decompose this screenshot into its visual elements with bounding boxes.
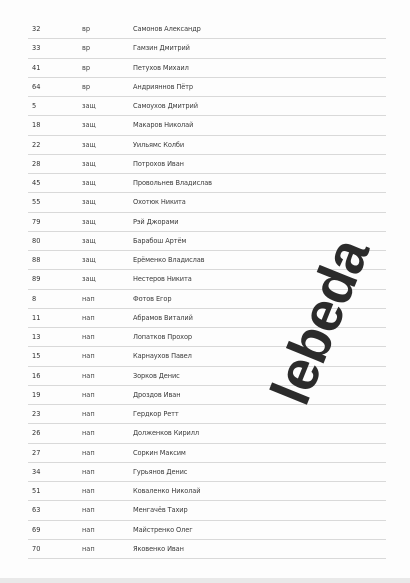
player-number: 45 [32,179,41,187]
player-name: Майстренко Олег [133,525,193,534]
roster-row [28,136,386,155]
player-number: 11 [32,313,41,322]
player-position: нап [82,544,95,553]
roster-row [28,482,386,501]
player-name: Долженков Кирилл [133,429,199,438]
roster-row [28,59,386,78]
player-number: 51 [32,487,41,495]
player-name: Рэй Джорами [133,217,179,226]
lebeda-watermark: lebeda [258,230,381,413]
player-number: 64 [32,82,41,91]
player-number: 63 [32,506,41,515]
player-number: 34 [32,467,41,476]
player-number: 22 [32,140,41,149]
player-name: Потрохов Иван [133,159,184,168]
player-position: защ [82,121,96,130]
player-position: нап [82,352,95,361]
player-number: 15 [32,352,41,361]
player-name: Соркин Максим [133,448,186,457]
player-position: нап [82,525,95,534]
player-name: Дроздов Иван [133,390,181,399]
player-number: 88 [32,256,41,264]
player-position: вр [82,44,91,53]
player-position: защ [82,198,96,207]
player-name: Яковенко Иван [133,544,184,553]
player-position: защ [82,275,96,284]
player-position: нап [82,313,95,322]
player-number: 32 [32,25,41,33]
roster-row [28,386,386,405]
roster-row [28,540,386,559]
roster-row [28,97,386,116]
player-position: нап [82,410,95,418]
player-name: Барабош Артём [133,236,187,245]
player-position: нап [82,333,95,341]
player-position: нап [82,371,95,380]
player-name: Провольнев Владислав [133,179,212,187]
player-number: 70 [32,544,41,553]
player-name: Менгачёв Тахир [133,506,188,515]
player-number: 5 [32,102,37,110]
player-position: нап [82,390,95,399]
player-name: Абрамов Виталий [133,313,193,322]
player-position: нап [82,448,95,457]
roster-row [28,174,386,193]
player-name: Гурьянов Денис [133,467,188,476]
player-position: нап [82,487,95,495]
player-name: Самонов Александр [133,25,201,33]
player-position: вр [82,82,91,91]
player-position: защ [82,217,96,226]
player-name: Охотюк Никита [133,198,186,207]
player-position: защ [82,140,96,149]
player-number: 18 [32,121,41,130]
player-number: 89 [32,275,41,284]
player-name: Самоухов Дмитрий [133,102,198,110]
player-number: 79 [32,217,41,226]
player-name: Макаров Николай [133,121,194,130]
player-position: защ [82,159,96,168]
player-number: 55 [32,198,41,207]
player-name: Лопатков Прохор [133,333,192,341]
player-number: 69 [32,525,41,534]
player-number: 27 [32,448,41,457]
roster-row [28,501,386,520]
player-number: 13 [32,333,41,341]
player-number: 41 [32,63,41,72]
player-position: защ [82,236,96,245]
player-number: 33 [32,44,41,53]
player-number: 16 [32,371,41,380]
player-position: нап [82,294,95,303]
player-number: 19 [32,390,41,399]
roster-row [28,155,386,174]
player-position: защ [82,256,96,264]
player-position: нап [82,467,95,476]
page-bottom-edge [0,578,410,583]
roster-row [28,405,386,424]
player-number: 8 [32,294,37,303]
roster-row [28,39,386,58]
player-number: 80 [32,236,41,245]
player-name: Фотов Егор [133,294,172,303]
roster-row [28,463,386,482]
roster-row [28,116,386,135]
roster-row [28,20,386,39]
player-name: Коваленко Николай [133,487,201,495]
player-name: Гердкор Ретт [133,410,179,418]
roster-row [28,424,386,443]
player-name: Уильямс Колби [133,140,185,149]
roster-row [28,521,386,540]
player-position: защ [82,179,96,187]
player-name: Нестеров Никита [133,275,192,284]
player-position: вр [82,25,91,33]
player-name: Андрияннов Пётр [133,82,193,91]
player-position: нап [82,429,95,438]
player-position: защ [82,102,96,110]
player-position: вр [82,63,91,72]
player-number: 28 [32,159,41,168]
player-name: Петухов Михаил [133,63,189,72]
player-position: нап [82,506,95,515]
roster-row [28,78,386,97]
player-name: Ерёменко Владислав [133,256,205,264]
roster-row [28,444,386,463]
player-number: 26 [32,429,41,438]
player-name: Карнаухов Павел [133,352,192,361]
player-number: 23 [32,410,41,418]
player-name: Гамзин Дмитрий [133,44,190,53]
player-name: Зорков Денис [133,371,180,380]
